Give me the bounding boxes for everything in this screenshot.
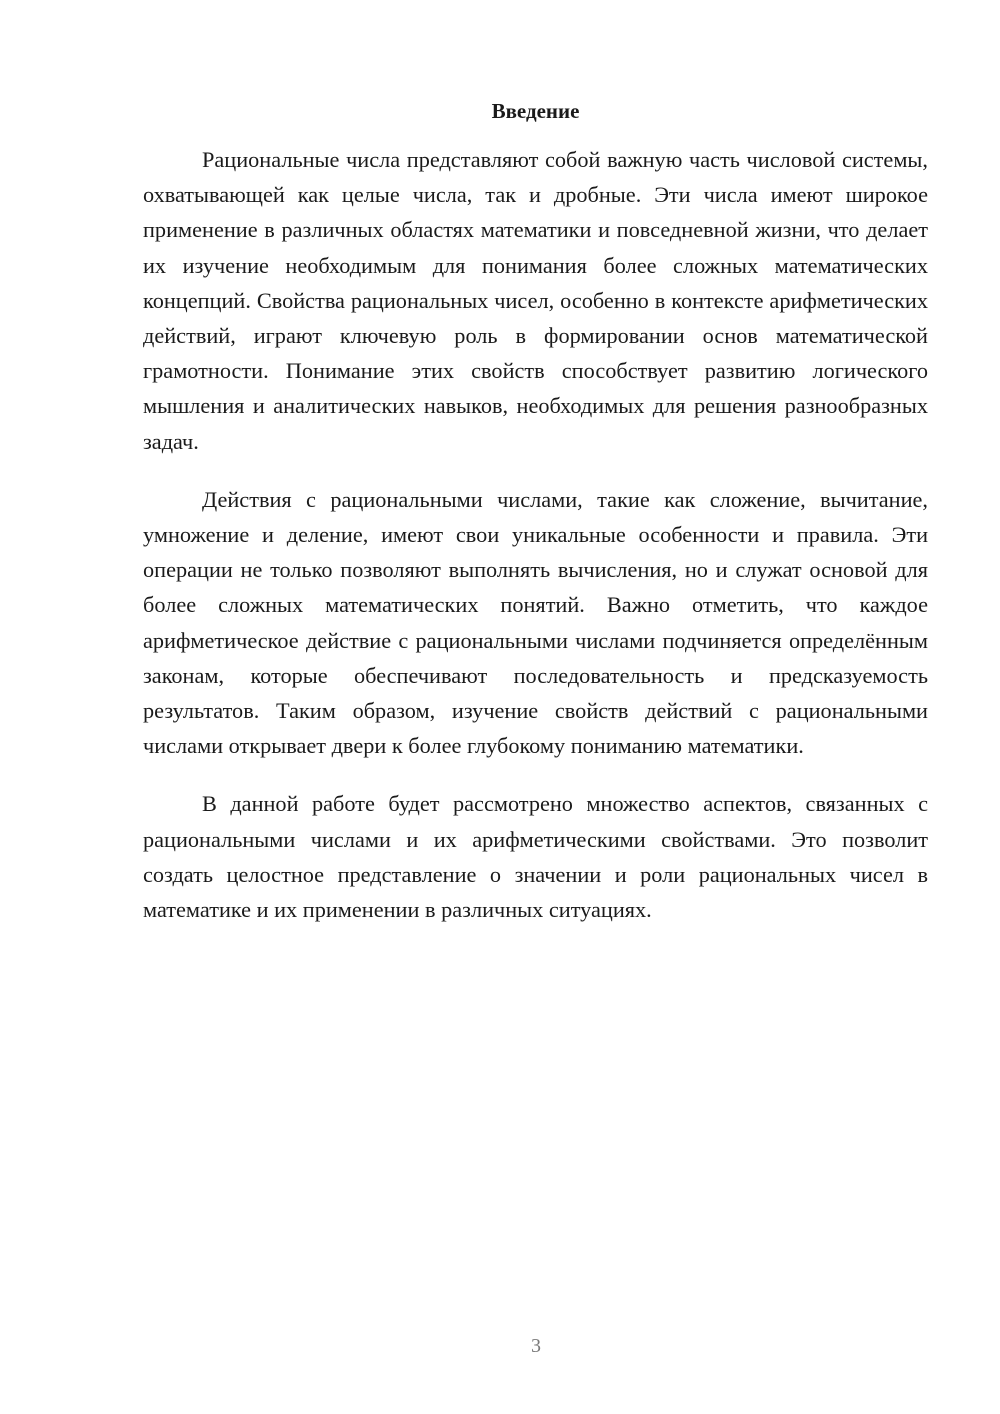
body-text [143,142,928,950]
paragraph-2: Действия с рациональными числами, такие как сложение, вычитание, умножение и деление, имеют свои уникальные особенности и правила. Эти операции не только позволяют выполнять вычисления, но и служат основой для более сложных математических понятий. Важно отметить, что каждое арифметическое действие с рациональными числами подчиняется определённым законам, которые обеспечивают последовательность и предсказуемость результатов. Таким образом, изучение свойств действий с рациональными числами открывает двери к более глубокому пониманию математики. [143,486,928,759]
section-heading: Введение [491,99,580,123]
paragraph-1: Рациональные числа представляют собой важную часть числовой системы, охватывающей как целые числа, так и дробные. Эти числа имеют широкое применение в различных областях математики и повседневной жизни, что делает их изучение необходимым для понимания более сложных математических концепций. Свойства рациональных чисел, особенно в контексте арифметических действий, играют ключевую роль в формировании основ математической грамотности. Понимание этих свойств способствует развитию логического мышления и аналитических навыков, необходимых для решения разнообразных задач. [143,147,928,454]
paragraph-3: В данной работе будет рассмотрено множество аспектов, связанных с рациональными числами и их арифметическими свойствами. Это позволит создать целостное представление о значении и роли рациональных чисел в математике и их применении в различных ситуациях. [143,791,928,923]
page-number: 3 [531,1335,541,1357]
